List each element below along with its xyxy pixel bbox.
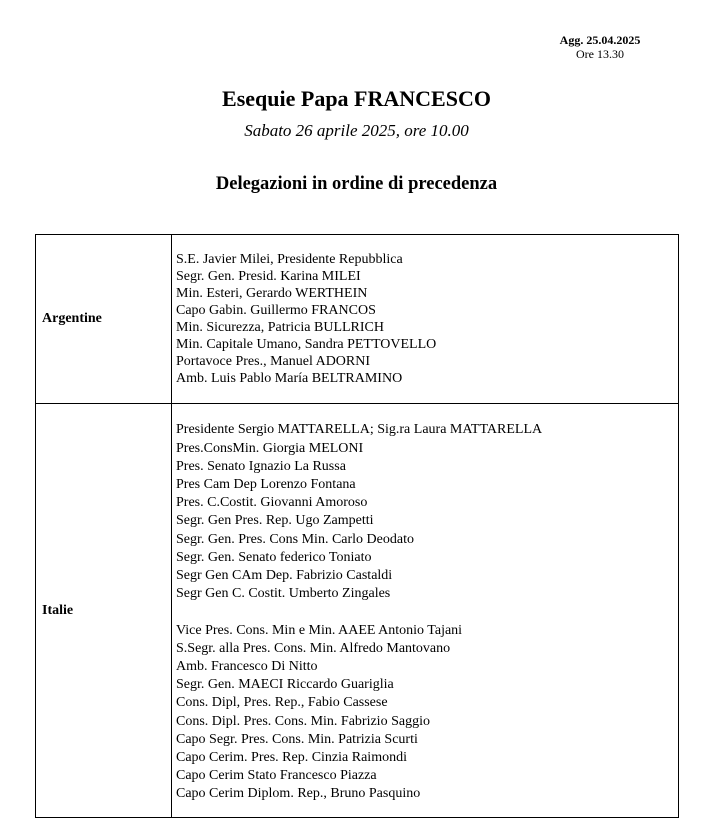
list-item: Segr Gen C. Costit. Umberto Zingales <box>176 586 391 602</box>
member-list <box>176 405 678 815</box>
list-item: Pres. C.Costit. Giovanni Amoroso <box>176 495 368 511</box>
country-cell: Argentine <box>36 235 172 404</box>
list-item: Pres.ConsMin. Giorgia MELONI <box>176 440 364 456</box>
list-item: Min. Esteri, Gerardo WERTHEIN <box>176 286 368 301</box>
list-item: Presidente Sergio MATTARELLA; Sig.ra Laura MATTARELLA <box>176 422 543 438</box>
list-item: Capo Cerim. Pres. Rep. Cinzia Raimondi <box>176 750 407 766</box>
table-row <box>36 404 679 818</box>
list-item: Capo Gabin. Guillermo FRANCOS <box>176 303 376 318</box>
list-item: Pres Cam Dep Lorenzo Fontana <box>176 476 356 492</box>
section-heading: Delegazioni in ordine di precedenza <box>215 174 498 194</box>
members-cell <box>172 404 679 818</box>
list-item: Amb. Luis Pablo María BELTRAMINO <box>176 371 403 386</box>
list-item: Segr. Gen Pres. Rep. Ugo Zampetti <box>176 513 374 529</box>
document-title: Esequie Papa FRANCESCO <box>222 86 491 111</box>
member-list <box>176 235 678 403</box>
country-cell: Italie <box>36 404 172 818</box>
list-item: Pres. Senato Ignazio La Russa <box>176 458 346 474</box>
list-item: Portavoce Pres., Manuel ADORNI <box>176 354 371 369</box>
list-item: Segr. Gen. Pres. Cons Min. Carlo Deodato <box>176 531 414 547</box>
list-item: Amb. Francesco Di Nitto <box>176 659 318 674</box>
list-item: Segr Gen CAm Dep. Fabrizio Castaldi <box>176 568 393 583</box>
list-item: Vice Pres. Cons. Min e Min. AAEE Antonio Tajani <box>176 622 463 638</box>
delegations-table <box>35 234 679 818</box>
list-item: Segr. Gen. Presid. Karina MILEI <box>176 269 361 284</box>
list-item: S.Segr. alla Pres. Cons. Min. Alfredo Mantovano <box>176 640 451 656</box>
update-time: Ore 13.30 <box>576 47 624 61</box>
list-item: Segr. Gen. MAECI Riccardo Guariglia <box>176 677 394 693</box>
update-date: Agg. 25.04.2025 <box>559 33 641 47</box>
list-item: Min. Sicurezza, Patricia BULLRICH <box>176 320 385 335</box>
list-item: Segr. Gen. Senato federico Toniato <box>176 549 372 565</box>
document-subtitle: Sabato 26 aprile 2025, ore 10.00 <box>244 121 469 140</box>
list-item: S.E. Javier Milei, Presidente Repubblica <box>176 252 403 267</box>
table-row <box>36 235 679 404</box>
group-spacer <box>176 603 678 621</box>
list-item: Min. Capitale Umano, Sandra PETTOVELLO <box>176 337 437 352</box>
list-item: Cons. Dipl. Pres. Cons. Min. Fabrizio Saggio <box>176 713 430 729</box>
list-item: Capo Cerim Diplom. Rep., Bruno Pasquino <box>176 786 421 802</box>
list-item: Capo Cerim Stato Francesco Piazza <box>176 768 377 784</box>
members-cell <box>172 235 679 404</box>
list-item: Cons. Dipl, Pres. Rep., Fabio Cassese <box>176 695 388 711</box>
update-stamp <box>530 33 670 61</box>
list-item: Capo Segr. Pres. Cons. Min. Patrizia Scurti <box>176 731 418 747</box>
